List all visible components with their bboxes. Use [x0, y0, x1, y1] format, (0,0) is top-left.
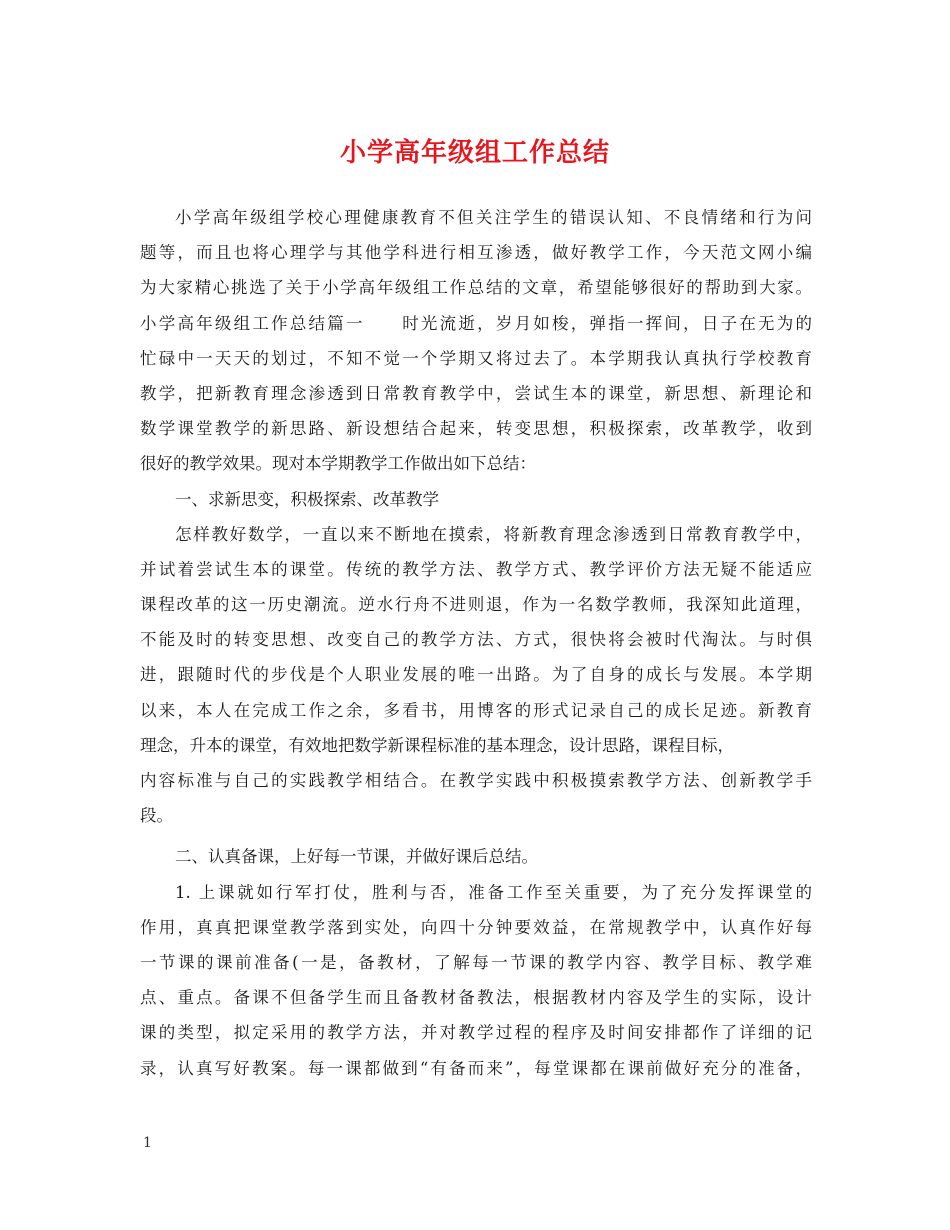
paragraph-line: 1. 上课就如行军打仗，胜利与否，准备工作至关重要，为了充分发挥课堂的: [175, 882, 812, 902]
paragraph-line: 小学高年级组学校心理健康教育不但关注学生的错误认知、不良情绪和行为问: [175, 208, 812, 227]
paragraph-line: 进，跟随时代的步伐是个人职业发展的唯一出路。为了自身的成长与发展。本学期: [140, 665, 812, 685]
paragraph-line: 忙碌中一天天的划过，不知不觉一个学期又将过去了。本学期我认真执行学校教育: [140, 348, 812, 368]
paragraph-line: 内容标准与自己的实践教学相结合。在教学实践中积极摸索教学方法、创新教学手: [140, 771, 812, 790]
paragraph-line: 点、重点。备课不但备学生而且备教材备教法，根据教材内容及学生的实际，设计: [140, 988, 812, 1008]
section-heading: 二、认真备课，上好每一节课，并做好课后总结。: [175, 847, 538, 867]
section-heading: 一、求新思变，积极探索、改革教学: [175, 489, 439, 509]
paragraph-line: 小学高年级组工作总结篇一 时光流逝，岁月如梭，弹指一挥间，日子在无为的: [140, 313, 812, 333]
paragraph-line: 数学课堂教学的新思路、新设想结合起来，转变思想，积极探索，改革教学，收到: [140, 419, 812, 439]
paragraph-line: 很好的教学效果。现对本学期教学工作做出如下总结：: [140, 454, 536, 474]
paragraph-line: 录，认真写好教案。每一课都做到“有备而来”，每堂课都在课前做好充分的准备，: [140, 1058, 812, 1078]
paragraph-line: 不能及时的转变思想、改变自己的教学方法、方式，很快将会被时代淘汰。与时俱: [140, 630, 812, 650]
paragraph-line: 以来，本人在完成工作之余，多看书，用博客的形式记录自己的成长足迹。新教育: [140, 700, 812, 720]
paragraph-line: 怎样教好数学，一直以来不断地在摸索，将新教育理念渗透到日常教育教学中，: [175, 524, 812, 544]
paragraph-line: 一节课的课前准备(一是，备教材，了解每一节课的教学内容、教学目标、教学难: [140, 952, 812, 972]
paragraph-line: 并试着尝试生本的课堂。传统的教学方法、教学方式、教学评价方法无疑不能适应: [140, 559, 812, 579]
paragraph-line: 理念，升本的课堂，有效地把数学新课程标准的基本理念，设计思路，课程目标，: [140, 735, 734, 755]
page-number: 1: [143, 1135, 152, 1151]
document-title: 小学高年级组工作总结: [339, 138, 610, 168]
paragraph-line: 教学，把新教育理念渗透到日常教育教学中，尝试生本的课堂，新思想、新理论和: [140, 383, 812, 403]
paragraph-line: 段。: [140, 806, 173, 826]
paragraph-line: 课程改革的这一历史潮流。逆水行舟不进则退，作为一名数学教师，我深知此道理，: [140, 595, 812, 615]
document-body: [140, 200, 812, 1086]
paragraph-line: 题等，而且也将心理学与其他学科进行相互渗透，做好教学工作，今天范文网小编: [140, 243, 812, 263]
paragraph-line: 作用，真真把课堂教学落到实处，向四十分钟要效益，在常规教学中，认真作好每: [140, 917, 812, 937]
paragraph-line: 课的类型，拟定采用的教学方法，并对教学过程的程序及时间安排都作了详细的记: [140, 1023, 812, 1043]
paragraph-line: 为大家精心挑选了关于小学高年级组工作总结的文章，希望能够很好的帮助到大家。: [140, 278, 812, 298]
